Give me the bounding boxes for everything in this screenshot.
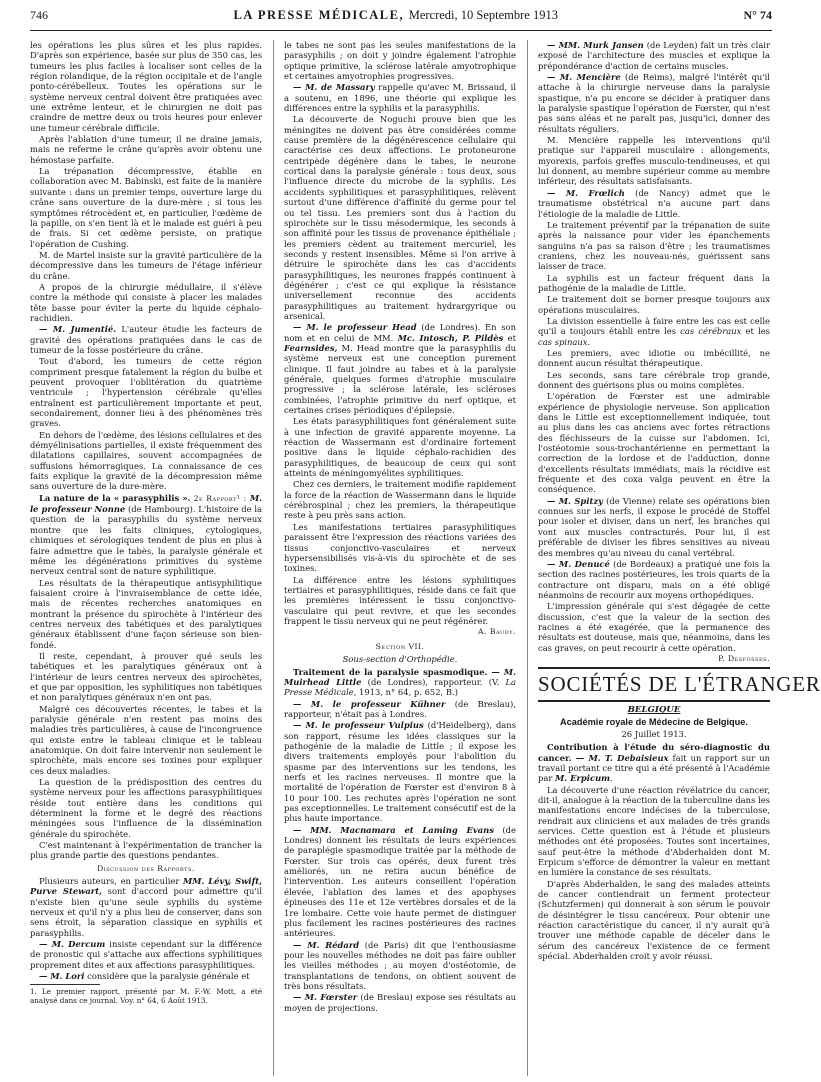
author-name: — M. Frœlich: [547, 187, 625, 198]
paragraph: Tout d'abord, les tumeurs de cette région compriment presque fatalement la région du bulbe et peuvent provoquer l'oblitération du quatrième ventricule ; l'hypertension cérébrale qu'elles entraînent est particulièrement importante et peut, secondairement, donner lieu à des phénomènes très graves.: [30, 356, 262, 429]
paragraph: En dehors de l'œdème, des lésions cellulaires et des démyélinisations partielles, il existe fréquemment des dilatations capillaires, souvent accompagnées de suffusions hémorragiques. La connaissance de ces faits explique la gravité de la décompression même sans ouverture de la dure-mère.: [30, 429, 262, 492]
author-names: MM. Lévy, Swift, Purve Stewart,: [30, 875, 262, 897]
paragraph-text: insiste cependant sur la différence de pronostic qui s'attache aux affections syphilitiques proprement dites et aux affections parasyphilitiques.: [30, 938, 263, 970]
paragraph: La différence entre les lésions syphilitiques tertiaires et parasyphilitiques, réside dans ce fait que les premières intéressent le tissu conjonctivo-vasculaire qui peut revivre, et que les secondes frappent le tissu nerveux qui ne peut régénérer.: [284, 574, 516, 626]
paragraph: [284, 322, 516, 415]
paragraph-text: rappelle qu'avec M. Brissaud, il a soutenu, en 1896, une théorie qui explique les différences entre la syphilis et la parasyphilis.: [284, 82, 516, 114]
paragraph: [284, 667, 516, 698]
paragraph: [284, 82, 516, 113]
paragraph: Les états parasyphilitiques font généralement suite à une infection de gravité apparente moyenne. La réaction de Wassermann est d'ordinaire fortement positive dans le liquide céphalo-rachidien des parasyphilitiques, de beaucoup de ceux qui sont atteints de méningomyélites syphilitiques.: [284, 416, 516, 479]
paragraph: Malgré ces découvertes récentes, le tabes et la paralysie générale n'en restent pas moins des maladies très particulières, à cause de l'incongruence qui existe entre le tableau clinique et le tableau anatomique. On doit faire intervenir non seulement le spirochète, mais encore ses toxines pour expliquer ces deux maladies.: [30, 703, 262, 776]
column-3: [538, 40, 821, 1076]
paragraph: Les premiers, avec idiotie ou imbécillité, ne donnent aucun résultat thérapeutique.: [538, 347, 770, 369]
journal-name: LA PRESSE MÉDICALE,: [233, 7, 405, 22]
paragraph: [538, 40, 770, 71]
italic-term: cas spinaux: [538, 336, 588, 347]
author-name: — M. Muirhead Little: [284, 666, 516, 687]
paragraph: Les manifestations tertiaires parasyphilitiques paraissent être l'expression des réactions variées des tissus conjonctivo-vasculaires et nerveux hypersensibilisés vis-à-vis du spirochète et de ses toxines.: [284, 521, 516, 574]
paragraph: M. de Martel insiste sur la gravité particulière de la décompressive dans les tumeurs de l'étage inférieur du crâne.: [30, 249, 262, 281]
paragraph: Il reste, cependant, à prouver qué seuls les tabétiques et les paralytiques généraux ont à l'intérieur de leurs centres nerveux des spirochètes, et que par opposition, les syphilitiques non tabétiques et non paralytiques généraux n'en ont pas.: [30, 650, 262, 703]
column-2: [284, 40, 516, 1076]
paragraph-text: (de Breslau), rapporteur, n'était pas à Londres.: [284, 698, 516, 719]
paragraph-text: (de Vienne) relate ses opérations bien connues sur les nerfs, il expose le procédé de Stoffel pour isoler et diviser, dans un nerf, les branches qui vont aux muscles contracturés. Pour lui, il est préférable de diviser les fibres sensitives au niveau des membres qu'au niveau du canal vertébral.: [538, 495, 770, 558]
italic-term: cas cérébraux: [680, 326, 742, 337]
paragraph: [30, 324, 262, 355]
paragraph-text: (de Breslau) expose ses résultats au moyen de projections.: [284, 992, 516, 1013]
paragraph-text: Plusieurs auteurs, en particulier: [39, 875, 183, 886]
paragraph: [284, 825, 516, 939]
paragraph-text: L'auteur étudie les facteurs de gravité des opérations pratiquées dans le cas de tumeur de la fosse postérieure du crâne.: [30, 324, 262, 355]
paragraph: La découverte d'une réaction révélatrice du cancer, dit-il, analogue à la réaction de la tuberculine dans les manifestations encore indécises de la tuberculose, rendrait aux cliniciens et aux malades de très grands services. Cette question est à l'étude et plusieurs méthodes ont été proposées. Toutes sont incertaines, sauf peut-être la méthode d'Abderhalden dont M. Erpicum s'efforce de démontrer la valeur en mettant en lumière la constance de ses résultats.: [538, 784, 770, 878]
author-name: — M. T. Debaisieux: [571, 752, 669, 763]
paragraph-text: (de Nancy) admet que le traumatisme obstétrical n'a aucune part dans l'étiologie de la maladie de Little.: [538, 187, 771, 219]
paragraph: [538, 496, 770, 558]
paragraph-text: .: [587, 336, 591, 347]
paragraph: [30, 493, 262, 577]
paragraph-text: et: [503, 332, 517, 343]
paragraph: Après l'ablation d'une tumeur, il ne draine jamais, mais ne referme le crâne qu'après avoir obtenu une hémostase parfaite.: [30, 134, 262, 165]
paragraph: C'est maintenant à l'expérimentation de trancher la plus grande partie des questions pendantes.: [30, 840, 262, 861]
country-heading: BELGIQUE: [627, 705, 681, 716]
signature: P. Desfosses.: [718, 653, 770, 663]
author-name: — M. Spitzy: [547, 495, 603, 506]
paragraph-text: et les: [741, 326, 770, 337]
author-name: — M. Denucé: [547, 558, 610, 569]
discussion-heading: Discussion des Rapports.: [97, 863, 195, 873]
paragraph: [284, 940, 516, 992]
section-rule: [538, 700, 770, 702]
paragraph: D'après Abderhalden, le sang des malades atteints de cancer contiendrait un ferment protecteur (Schutzfermen) qui donnerait à son sérum le pouvoir de désintégrer le tissu cancéreux. Pour obtenir une réaction caractéristique du cancer, il n'y aurait qu'à trouver une méthode capable de déceler dans le sérum des cancéreux l'existence de ce ferment spécial. Abderhalden croit y avoir réussi.: [538, 878, 770, 962]
paragraph: [538, 316, 770, 347]
paragraph-text: (de Londres). En son nom et en celui de MM.: [284, 322, 516, 343]
paragraph: La syphilis est un facteur fréquent dans la pathogénie de la maladie de Little.: [538, 272, 770, 293]
paragraph: Les résultats de la thérapeutique antisyphilitique faisaient croire à l'invraisemblance de cette idée, mais de récentes recherches anatomiques en montrant la présence du spirochète à l'intérieur des centres nerveux des tabétiques et des paralytiques généraux établissent d'une façon sérieuse son bien-fondé.: [30, 577, 262, 650]
paragraph: Chez ces derniers, le traitement modifie rapidement la force de la réaction de Wassermann dans le liquide cérébrospinal ; chez les premiers, la thérapeutique reste à peu près sans action.: [284, 479, 516, 521]
author-names: Mc. Intosch, P. Pildès: [397, 332, 504, 343]
section-banner: SOCIÉTÉS DE L'ÉTRANGER: [538, 672, 821, 697]
page-header: [30, 0, 772, 31]
author-name: — M. de Massary: [293, 82, 375, 93]
author-name: M. Erpicum: [555, 773, 611, 784]
paragraph-text: , 1913, n° 64, p. 652, B.): [353, 687, 458, 698]
paragraph: [538, 72, 770, 134]
author-name: — M. le professeur Head: [293, 322, 417, 333]
paragraph-text: considère que la paralysie générale et: [84, 970, 250, 981]
author-name: — M. Mencière: [547, 72, 621, 83]
paragraph: [538, 559, 770, 600]
paragraph: La question de la prédisposition des centres du système nerveux pour les affections parasyphilitiques réside tout entière dans les conditions qui déterminent la forme et le degré des réactions méningées sous l'influence de la dissémination générale du spirochète.: [30, 777, 262, 839]
page-number: 746: [30, 7, 48, 22]
journal-reference: La Presse Médicale: [284, 676, 516, 698]
paragraph: M. Mencière rappelle les interventions qu'il pratique sur l'appareil musculaire : allongements, myorexis, parfois greffes musculo-tendineuses, et qui lui donnent, au membre supérieur comme au membre inférieur, des résultats satisfaisants.: [538, 135, 770, 187]
paragraph: Le traitement doit se borner presque toujours aux opérations musculaires.: [538, 294, 770, 315]
paragraph: [538, 188, 770, 219]
footnote-rule: [30, 984, 100, 985]
paragraph: [30, 939, 262, 970]
paragraph: les opérations les plus sûres et les plus rapides. D'après son expérience, basée sur plus de 350 cas, les tumeurs les plus faciles à localiser sont celles de la région rolandique, de la région occipitale et de l'angle ponto-cérébelleux. Toutes les opérations sur le système nerveux central doivent être pratiquées avec une extrême lenteur, et le chirurgien ne doit pas craindre de mettre deux ou trois heures pour enlever une tumeur cérébrale difficile.: [30, 40, 262, 133]
author-name: — MM. Murk Jansen: [547, 40, 644, 50]
paragraph-text: .: [610, 773, 613, 784]
author-name: — M. Lori: [39, 970, 85, 981]
journal-title: [234, 8, 558, 23]
author-name: M. le professeur Nonne: [30, 492, 262, 515]
academy-heading: Académie royale de Médecine de Belgique.: [560, 717, 748, 728]
signature: A. Baudy.: [478, 627, 516, 637]
section-heading: Section VII.: [375, 641, 425, 651]
paragraph: [284, 699, 516, 720]
issue-date: Mercredi, 10 Septembre 1913: [408, 7, 558, 22]
author-name: — M. le professeur Vulpius: [293, 720, 424, 731]
paragraph-text: sont d'accord pour admettre qu'il n'existe bien qu'une seule syphilis du système nerveux et qu'il n'y a plus lieu de conserver, dans son sens étroit, la séparation classique en syphilis et parasyphilis.: [30, 886, 262, 938]
paragraph: [538, 742, 770, 783]
paragraph-text: (de Londres) donnent les résultats de leurs expériences de paraplégie spasmodique traitée par la méthode de Fœrster. Sur trois cas opérés, deux furent très améliorés, un ne retira aucun bénéfice de l'intervention. Les auteurs conseillent l'opération élevée, l'ablation des lames et des apophyses épineuses des 11e et 12e vertèbres dorsales et de la 1re lombaire. Cette voie haute permet de distinguer plus facilement les racines postérieures des racines antérieures.: [284, 824, 516, 939]
paragraph-text: fait un rapport sur un travail portant ce titre qui a été présenté à l'Académie par: [538, 752, 770, 784]
paragraph: L'impression générale qui s'est dégagée de cette discussion, c'est que la valeur de la section des racines a été exagérée, que la permanence des résultats est douteuse, mais que, néanmoins, dans les cas graves, on peut recourir à cette opération.: [538, 601, 770, 653]
paragraph: Les seconds, sans tare cérébrale trop grande, donnent des guérisons plus ou moins complètes.: [538, 369, 770, 390]
column-rule-1: [273, 40, 274, 1076]
author-names: — MM. Macnamara et Laming Evans: [293, 824, 494, 835]
paragraph-text: (de Leyden) fait un très clair exposé de l'architecture des muscles et explique la prépondérance d'action de certains muscles.: [538, 40, 770, 71]
paragraph-text: (de Hambourg). L'histoire de la question de la parasyphilis du système nerveux montre que les faits cliniques, cytologiques, chimiques et sérologiques tendent de plus en plus à faire admettre que le tabès, la paralysie générale et même les dégénérations primitives du système nerveux central sont de nature syphilitique.: [30, 504, 263, 577]
paragraph: La découverte de Noguchi prouve bien que les méningites ne doivent pas être considérées comme cause première de la dégénérescence cellulaire qui caractérise ces deux affections. Le protoneurone centripède dégénère dans le tabes, le neurone cortical dans la paralysie générale : tous deux, sous l'influence directe du microbe de la syphilis. Les accidents syphilitiques et parasyphilitiques, relèvent surtout d'une différence d'affinité du germe pour tel ou tel tissu. Les premiers sont dus à l'action du spirochète sur le tissu mésodermique, les seconds à son affinité pour les tissus de provenance épithéliale ; les premiers cèdent au traitement mercuriel, les seconds y restent insensibles. Même si l'on arrive à détruire le spirochète dans les cas d'accidents parasyphilitiques, les neurones frappés continuent à dégénérer ; c'est ce qui explique la résistance universellement reconnue des accidents parasyphilitiques au traitement hydrargyrique ou arsenical.: [284, 114, 516, 321]
issue-number: N° 74: [743, 7, 772, 22]
paragraph-text: (de Paris) dit que l'enthousiasme pour les nouvelles méthodes ne doit pas faire oublier les vieilles méthodes ; au moyen d'ostéotomie, de transplantations de tendons, on obtient souvent de très bons résultats.: [284, 939, 516, 991]
paragraph: [284, 720, 516, 823]
paragraph-text: (de Bordeaux) a pratiqué une fois la section des racines postérieures, les trois quarts de la contracture ont disparu, mais on a été obligé néanmoins de recourir aux moyens orthopédiques.: [538, 558, 770, 600]
section-rule: [538, 667, 770, 669]
paragraph: La trépanation décompressive, établie en collaboration avec M. Babinski, est faite de la manière suivante : dans un premier temps, ouverture large du crâne sans ouverture de la dure-mère ; si tous les symptômes rétrocèdent et, en particulier, l'œdème de la papille, on s'en tient là et le malade est guéri à peu de frais. Si cet œdème persiste, on pratique l'opération de Cushing.: [30, 166, 262, 249]
paragraph: Le traitement préventif par la trépanation de suite après la naissance pour vider les épanchements sanguins n'a pas sa raison d'être ; les traumatismes craniens, chez les nouveau-nés, guérissent sans laisser de trace.: [538, 219, 770, 272]
author-name: — M. Dercum: [39, 938, 106, 949]
paragraph-text: (de Reims), malgré l'intérêt qu'il attache à la chirurgie nerveuse dans la paralysie spastique, n'a pu encore se décider à pratiquer dans la paralysie spastique l'opération de Fœrster, qui n'est pas sans aléas et ne paraît pas, jusqu'ici, donner des résultats réguliers.: [538, 72, 770, 134]
author-name: — M. le professeur Kühner: [293, 698, 446, 709]
report-label: 2e Rapport¹ :: [190, 493, 250, 503]
paragraph: [30, 876, 262, 938]
paragraph: [30, 971, 262, 981]
author-name: Fearnsides,: [284, 342, 338, 353]
paragraph: L'opération de Fœrster est une admirable expérience de physiologie nerveuse. Son application dans le Little est exceptionnellement indiquée, tout au plus dans les cas anciens avec fortes rétractions des fléchisseurs de la cuisse sur l'abdomen. Ici, l'ostéotomie sous-trochantérienne en permettant la correction de la lordose et de l'adduction, donne d'excellents résultats immédiats, mais la récidive est fréquente et des coxa valga peuvent en être la conséquence.: [538, 391, 770, 495]
topic-heading: La nature de la « parasyphilis ».: [39, 492, 191, 503]
paragraph-text: M. Head montre que la parasyphilis du système nerveux est une conception purement clinique. Il faut joindre au tabes et à la paralysie générale, quelques formes d'atrophie musculaire progressive ; la sclérose latérale, les scléroses combinées, l'atrophie primitive du nerf optique, et certaines crises périodiques d'épilepsie.: [284, 342, 516, 416]
paragraph-text: (de Londres), rapporteur. (V.: [361, 676, 506, 687]
author-name: — M. Rédard: [293, 939, 360, 950]
paragraph: le tabes ne sont pas les seules manifestations de la parasyphilis ; on doit y joindre également l'atrophie optique primitive, la sclérose latérale amyotrophique et certaines amyotrophies progressives.: [284, 40, 516, 82]
topic-heading: Traitement de la paralysie spasmodique.: [293, 666, 488, 677]
paragraph: A propos de la chirurgie médullaire, il s'élève contre la méthode qui consiste à placer les malades tête basse pour éviter la perte du liquide céphalo-rachidien.: [30, 281, 262, 323]
session-date: 26 Juillet 1913.: [621, 729, 687, 740]
author-name: — M. Jumentié.: [39, 324, 117, 335]
author-name: — M. Fœrster: [293, 992, 358, 1003]
paragraph-text: (d'Heidelberg), dans son rapport, résume les idées classiques sur la pathogénie de la maladie de Little ; il expose les divers traitements employés pour l'abolition du spasme par des interventions sur les tendons, les nerfs et les racines nerveuses. Il montre que la mortalité de l'opération de Fœrster est d'environ 8 à 10 pour 100. Les rechutes après l'opération ne sont pas exceptionnelles. Le traitement consécutif est de la plus haute importance.: [284, 720, 516, 824]
column-1: [30, 40, 262, 1076]
footnote: 1. Le premier rapport, présenté par M. F.-W. Mott, a été analysé dans ce journal. Voy. n° 64, 6 Août 1913.: [30, 987, 262, 1006]
paragraph-text: La division essentielle à faire entre les cas est celle qu'il a toujours établi entre les: [538, 315, 770, 337]
subsection-heading: Sous-section d'Orthopédie.: [342, 653, 458, 664]
paragraph: [284, 992, 516, 1013]
column-rule-2: [527, 40, 528, 1076]
topic-heading: Contribution à l'étude du séro-diagnostic du cancer.: [538, 742, 770, 763]
